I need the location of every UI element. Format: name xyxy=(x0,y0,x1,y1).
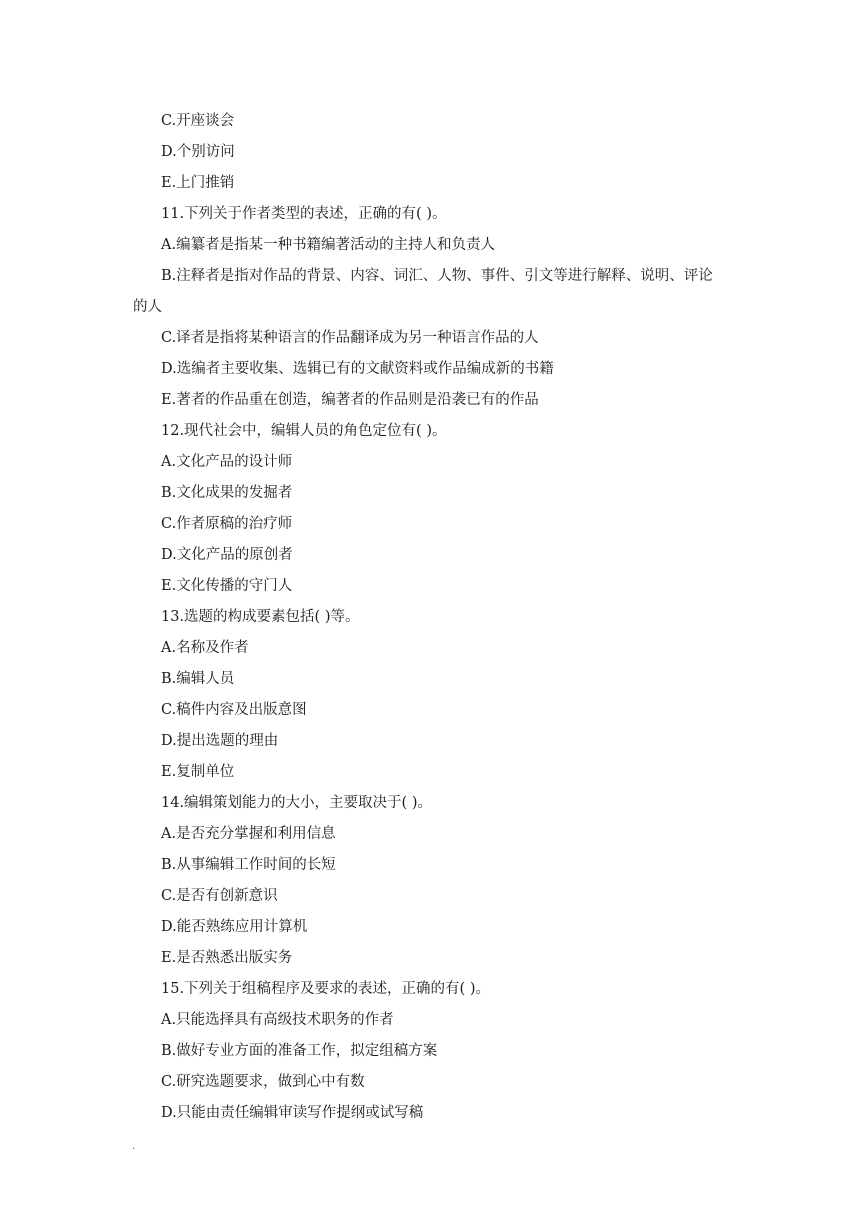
text-line: B.注释者是指对作品的背景、内容、词汇、人物、事件、引文等进行解释、说明、评论 xyxy=(161,268,713,284)
text-line: A.编纂者是指某一种书籍编著活动的主持人和负责人 xyxy=(161,237,496,253)
text-line: E.著者的作品重在创造，编著者的作品则是沿袭已有的作品 xyxy=(161,392,539,408)
text-line: B.做好专业方面的准备工作，拟定组稿方案 xyxy=(161,1043,438,1059)
text-line: B.编辑人员 xyxy=(161,671,235,687)
text-line: B.从事编辑工作时间的长短 xyxy=(161,857,336,873)
text-line: D.文化产品的原创者 xyxy=(161,547,293,563)
text-line: C.开座谈会 xyxy=(161,113,235,129)
text-line: C.研究选题要求，做到心中有数 xyxy=(161,1074,365,1090)
document-body xyxy=(133,106,745,1129)
text-line: C.作者原稿的治疗师 xyxy=(161,516,293,532)
text-line: A.名称及作者 xyxy=(161,640,249,656)
text-line: A.是否充分掌握和利用信息 xyxy=(161,826,336,842)
text-line: C.稿件内容及出版意图 xyxy=(161,702,307,718)
text-line: E.复制单位 xyxy=(161,764,235,780)
footer-mark: . xyxy=(132,1141,136,1152)
text-line: D.选编者主要收集、选辑已有的文献资料或作品编成新的书籍 xyxy=(161,361,554,377)
text-line: E.上门推销 xyxy=(161,175,235,191)
text-line: 11.下列关于作者类型的表述，正确的有( )。 xyxy=(161,206,447,222)
text-line: D.个别访问 xyxy=(161,144,235,160)
text-line: 12.现代社会中，编辑人员的角色定位有( )。 xyxy=(161,423,447,439)
text-line: 15.下列关于组稿程序及要求的表述，正确的有( )。 xyxy=(161,981,490,997)
text-line: A.文化产品的设计师 xyxy=(161,454,293,470)
text-line: D.提出选题的理由 xyxy=(161,733,279,749)
text-line: A.只能选择具有高级技术职务的作者 xyxy=(161,1012,394,1028)
text-line: 14.编辑策划能力的大小，主要取决于( )。 xyxy=(161,795,432,811)
text-line: C.是否有创新意识 xyxy=(161,888,278,904)
text-line: C.译者是指将某种语言的作品翻译成为另一种语言作品的人 xyxy=(161,330,539,346)
text-line: E.文化传播的守门人 xyxy=(161,578,293,594)
text-line: B.文化成果的发掘者 xyxy=(161,485,293,501)
text-line: D.能否熟练应用计算机 xyxy=(161,919,308,935)
text-line: E.是否熟悉出版实务 xyxy=(161,950,293,966)
text-line-continuation: 的人 xyxy=(133,299,162,315)
text-line: D.只能由责任编辑审读写作提纲或试写稿 xyxy=(161,1105,424,1121)
text-line: 13.选题的构成要素包括( )等。 xyxy=(161,609,360,625)
